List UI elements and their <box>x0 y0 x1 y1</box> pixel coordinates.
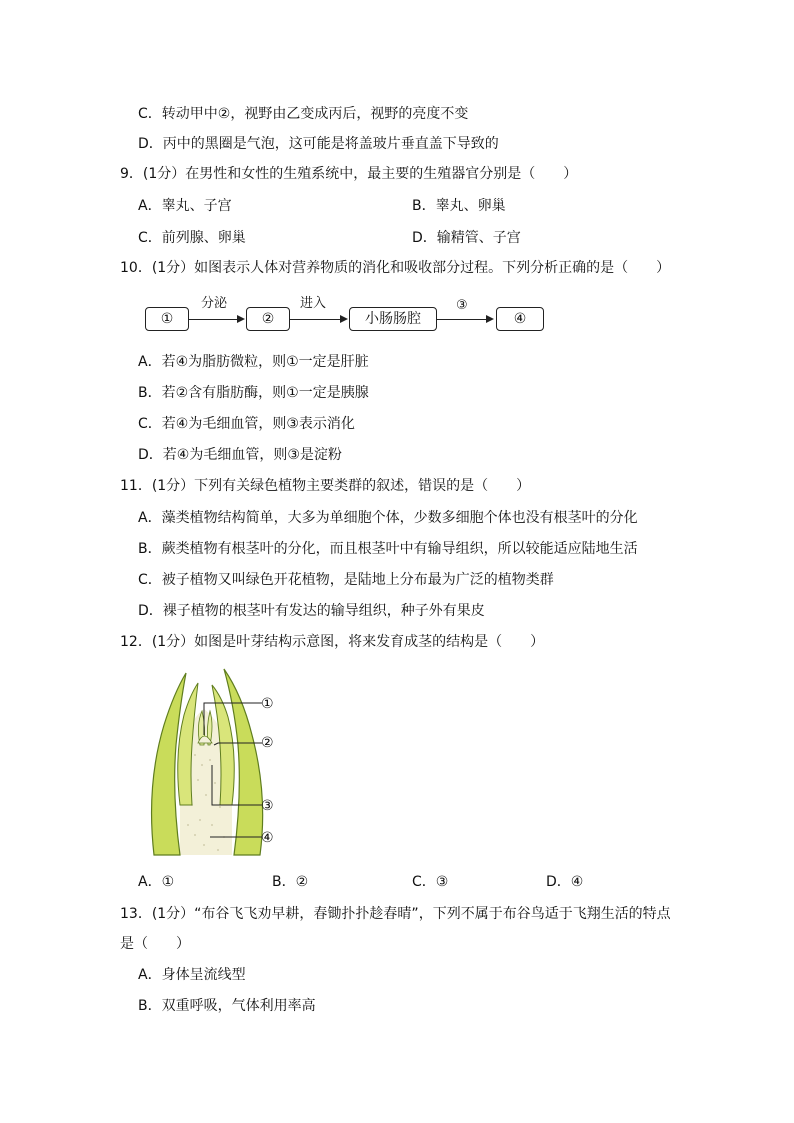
q13-stem-line1: 13．(1分）“布谷飞飞劝早耕，春锄扑扑趁春晴”，下列不属于布谷鸟适于飞翔生活的特点 <box>120 906 671 922</box>
flow-box-2: ② <box>246 307 290 331</box>
flow-arrow-2-label: 进入 <box>300 296 327 311</box>
q10-option-c: C．若④为毛细血管，则③表示消化 <box>138 416 355 432</box>
q11-option-d: D．裸子植物的根茎叶有发达的输导组织，种子外有果皮 <box>138 603 485 619</box>
figure-label-1: ① <box>261 696 274 712</box>
q11-option-a: A．藻类植物结构简单，大多为单细胞个体，少数多细胞个体也没有根茎叶的分化 <box>138 510 638 526</box>
q12-option-b: B．② <box>272 874 309 890</box>
q10-option-b: B．若②含有脂肪酶，则①一定是胰腺 <box>138 385 369 401</box>
q10-option-d: D．若④为毛细血管，则③是淀粉 <box>138 447 342 463</box>
q12-option-a: A．① <box>138 874 175 890</box>
q13-option-b: B．双重呼吸，气体利用率高 <box>138 998 316 1014</box>
flow-arrow-3 <box>437 319 492 320</box>
q8-option-c: C．转动甲中②，视野由乙变成丙后，视野的亮度不变 <box>138 106 469 122</box>
q13-stem-line2: 是（ ） <box>120 936 190 952</box>
flow-arrow-1-label: 分泌 <box>201 296 228 311</box>
q11-stem: 11．(1分）下列有关绿色植物主要类群的叙述，错误的是（ ） <box>120 478 531 494</box>
leaf-bud-figure <box>140 665 290 860</box>
q11-option-c: C．被子植物又叫绿色开花植物，是陆地上分布最为广泛的植物类群 <box>138 572 554 588</box>
q10-stem: 10．(1分）如图表示人体对营养物质的消化和吸收部分过程。下列分析正确的是（ ） <box>120 260 671 276</box>
flow-arrow-2 <box>290 319 346 320</box>
figure-label-3: ③ <box>261 798 274 814</box>
q13-option-a: A．身体呈流线型 <box>138 967 246 983</box>
q12-option-c: C．③ <box>412 874 449 890</box>
q9-option-b: B．睾丸、卵巢 <box>412 198 506 214</box>
q10-option-a: A．若④为脂肪微粒，则①一定是肝脏 <box>138 354 369 370</box>
q9-option-c: C．前列腺、卵巢 <box>138 230 246 246</box>
q11-option-b: B．蕨类植物有根茎叶的分化，而且根茎叶中有输导组织，所以较能适应陆地生活 <box>138 541 638 557</box>
flow-box-1: ① <box>145 307 189 331</box>
q12-option-d: D．④ <box>546 874 584 890</box>
q12-stem: 12．(1分）如图是叶芽结构示意图，将来发育成茎的结构是（ ） <box>120 634 545 650</box>
q9-option-d: D．输精管、子宫 <box>412 230 521 246</box>
flow-box-4: ④ <box>496 307 544 331</box>
flow-arrow-3-label: ③ <box>456 298 468 313</box>
q9-option-a: A．睾丸、子宫 <box>138 198 232 214</box>
flow-arrow-1 <box>189 319 243 320</box>
q8-option-d: D．丙中的黑圈是气泡，这可能是将盖玻片垂直盖下导致的 <box>138 136 499 152</box>
q9-stem: 9．(1分）在男性和女性的生殖系统中，最主要的生殖器官分别是（ ） <box>120 166 578 182</box>
figure-label-4: ④ <box>261 830 274 846</box>
flow-box-3: 小肠肠腔 <box>349 307 437 331</box>
figure-label-2: ② <box>261 735 274 751</box>
